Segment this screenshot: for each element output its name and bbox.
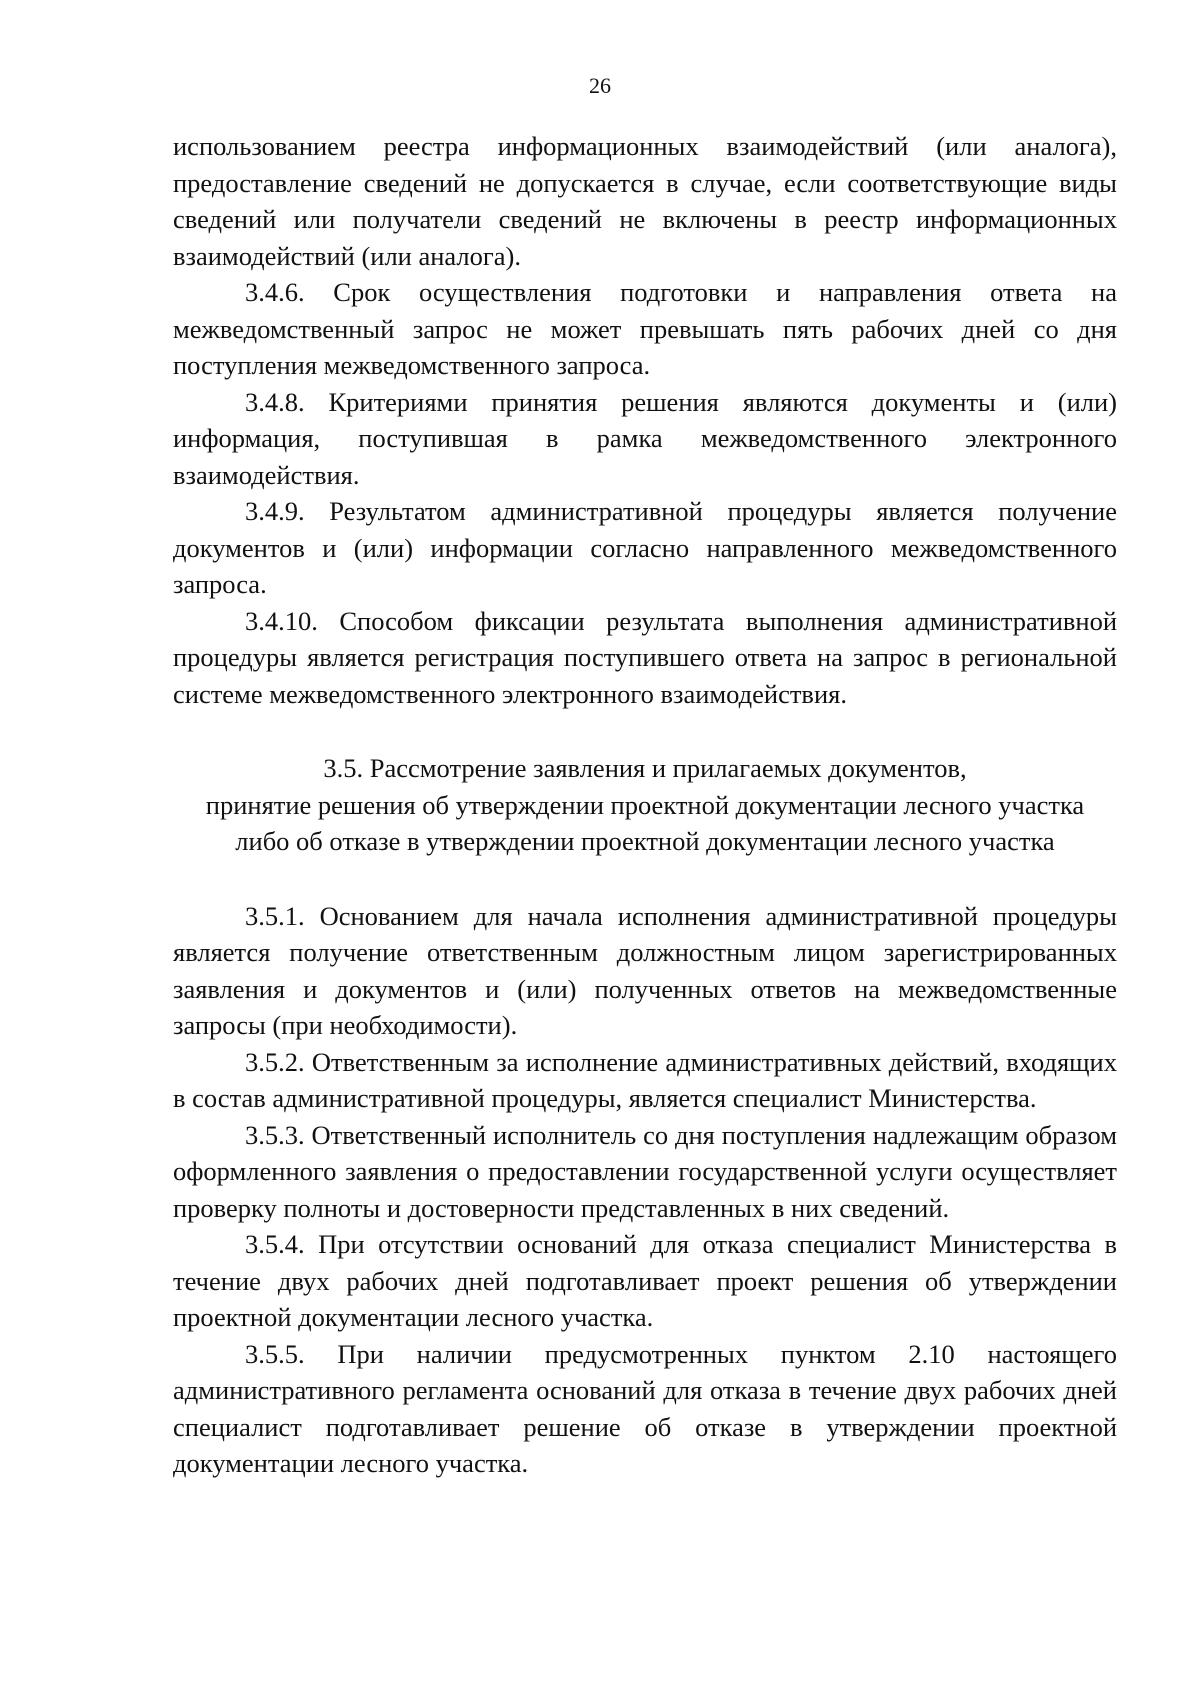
page-number: 26 xyxy=(589,73,611,98)
document-body xyxy=(173,128,1117,1482)
paragraph-3-5-3: 3.5.3. Ответственный исполнитель со дня поступления надлежащим образом оформленного заявления о предоставлении государственной услуги осуществляет проверку полноты и достоверности представленных в них сведений. xyxy=(173,1119,1117,1223)
paragraph-3-5-4: 3.5.4. При отсутствии оснований для отказа специалист Министерства в течение двух рабочих дней подготавливает проект решения об утверждении проектной документации лесного участка. xyxy=(173,1229,1117,1332)
paragraph-3-5-5: 3.5.5. При наличии предусмотренных пунктом 2.10 настоящего административного регламента оснований для отказа в течение двух рабочих дней специалист подготавливает решение об отказе в утверждении проектной документации лесного участка. xyxy=(173,1338,1117,1478)
paragraph-3-4-10: 3.4.10. Способом фиксации результата выполнения административной процедуры является регистрация поступившего ответа на запрос в региональной системе межведомственного электронного взаимодействия. xyxy=(173,605,1117,709)
paragraph-3-4-6: 3.4.6. Срок осуществления подготовки и направления ответа на межведомственный запрос не может превышать пять рабочих дней со дня поступления межведомственного запроса. xyxy=(173,277,1117,380)
section-heading-line: либо об отказе в утверждении проектной документации лесного участка xyxy=(235,826,1055,856)
paragraph-3-4-9: 3.4.9. Результатом административной процедуры является получение документов и (или) информации согласно направленного межведомственного запроса. xyxy=(173,496,1117,599)
paragraph-3-5-2: 3.5.2. Ответственным за исполнение административных действий, входящих в состав административной процедуры, является специалист Министерства. xyxy=(173,1046,1117,1113)
section-heading-line: принятие решения об утверждении проектной документации лесного участка xyxy=(205,789,1085,820)
section-heading-line: 3.5. Рассмотрение заявления и прилагаемых документов, xyxy=(323,753,967,783)
paragraph-3-5-1: 3.5.1. Основанием для начала исполнения административной процедуры является получение ответственным должностным лицом зарегистрированных заявления и документов и (или) полученных ответов на межведомственные запросы (при необходимости). xyxy=(173,900,1117,1040)
section-heading-3-5 xyxy=(173,750,1117,860)
paragraph-3-4-8: 3.4.8. Критериями принятия решения являются документы и (или) информация, поступившая в рамка межведомственного электронного взаимодействия. xyxy=(173,386,1117,490)
paragraph-continuation: использованием реестра информационных взаимодействий (или аналога), предоставление сведений не допускается в случае, если соответствующие виды сведений или получатели сведений не включены в реестр информационных взаимодействий (или аналога). xyxy=(173,131,1117,271)
